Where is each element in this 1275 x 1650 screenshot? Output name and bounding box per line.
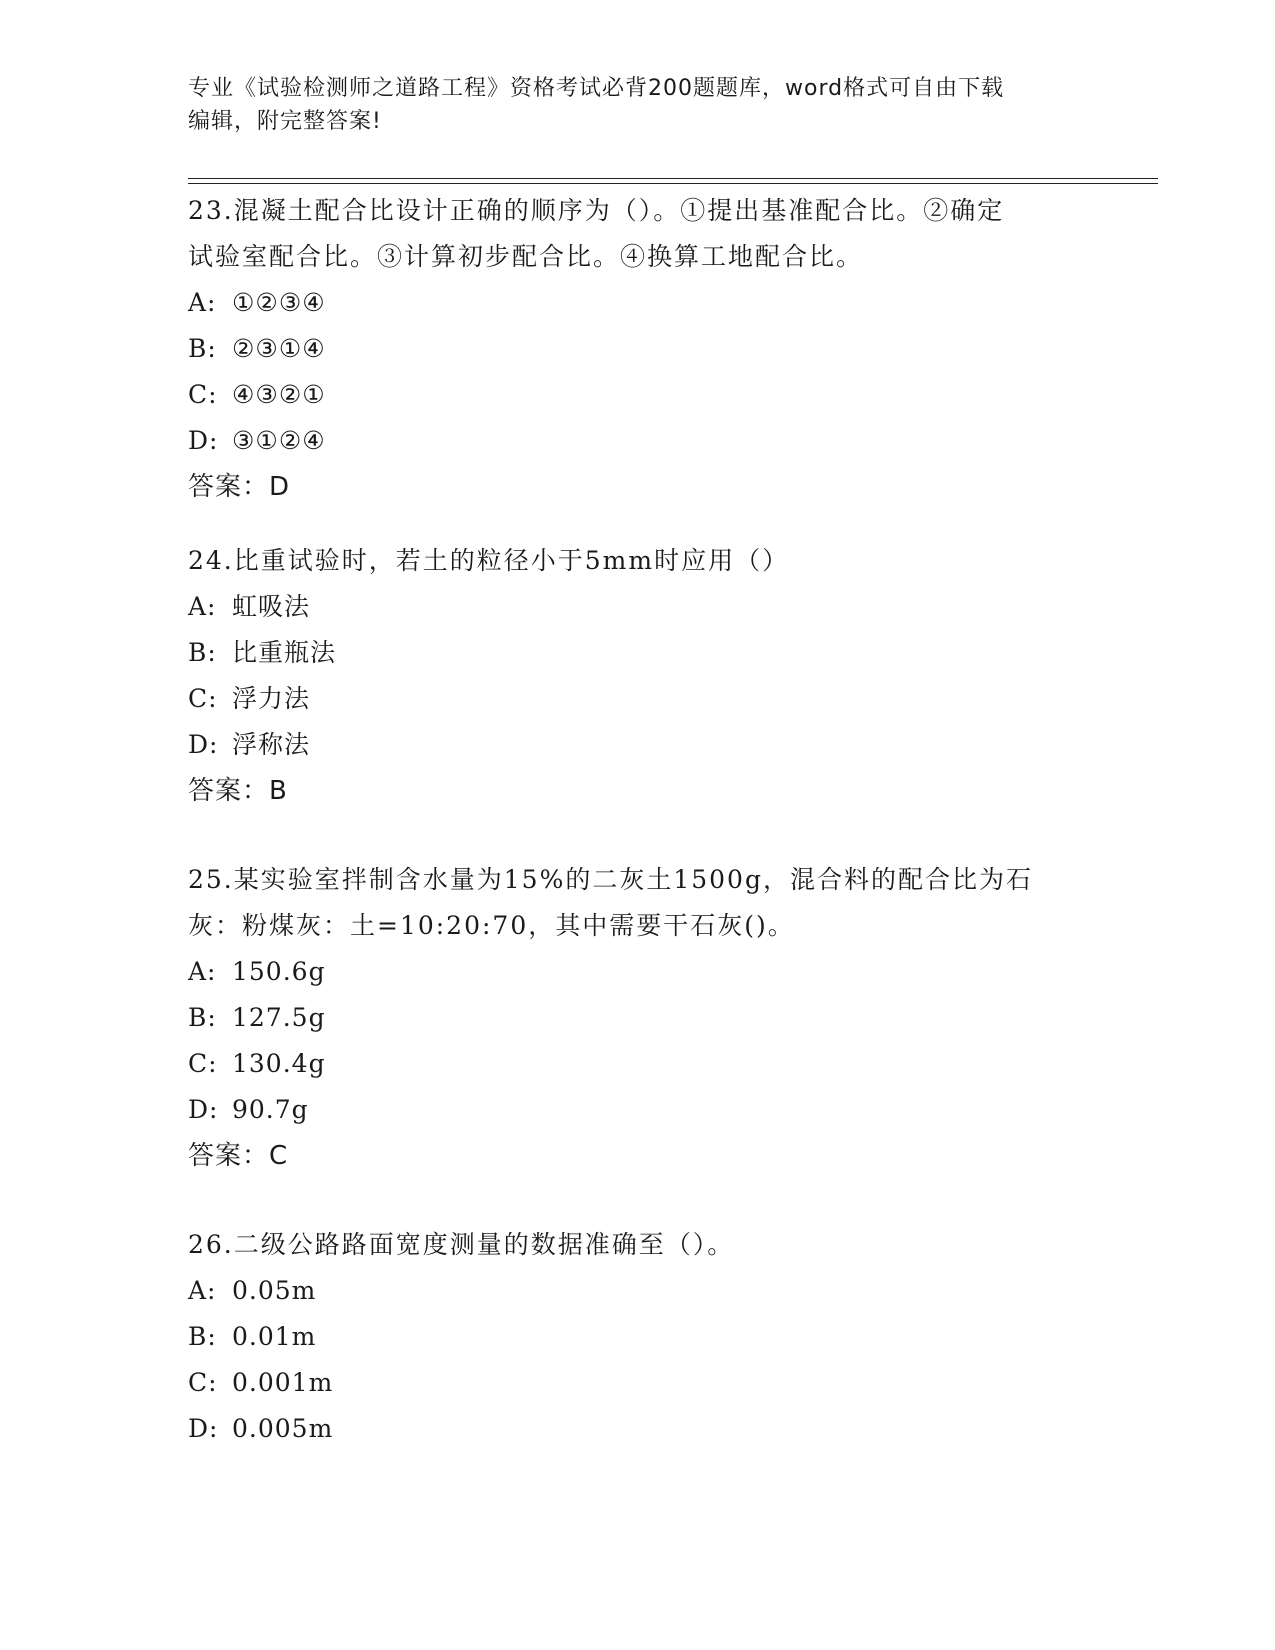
option-letter: A: [188, 1276, 217, 1305]
question-stem-line-1: 24.比重试验时，若土的粒径小于5mm时应用（） [188, 546, 790, 575]
option-d [188, 1087, 1088, 1133]
option-a [188, 280, 1088, 326]
option-letter: B: [188, 1322, 217, 1351]
option-letter: D: [188, 1095, 219, 1124]
option-text: 虹吸法 [232, 592, 311, 621]
header-divider-bottom [188, 183, 1158, 184]
option-d [188, 1406, 1088, 1452]
question-stem-line-2: 试验室配合比。③计算初步配合比。④换算工地配合比。 [188, 242, 864, 271]
option-text: 0.001m [232, 1368, 334, 1397]
option-d [188, 722, 1088, 768]
question-stem-line-1: 23.混凝土配合比设计正确的顺序为（）。①提出基准配合比。②确定 [188, 196, 1005, 225]
header-divider-top [188, 178, 1158, 179]
question-stem-line-1: 25.某实验室拌制含水量为15%的二灰土1500g，混合料的配合比为石 [188, 865, 1033, 894]
option-letter: B: [188, 1003, 217, 1032]
option-text: 0.01m [232, 1322, 317, 1351]
option-d [188, 418, 1088, 464]
header-line-2: 编辑，附完整答案! [188, 109, 382, 134]
header-line-1: 专业《试验检测师之道路工程》资格考试必背200题题库，word格式可自由下载 [188, 76, 1005, 101]
option-text: ①②③④ [232, 288, 326, 317]
question-26 [188, 1222, 1088, 1452]
answer-line: 答案：D [188, 472, 291, 502]
option-text: ④③②① [232, 380, 326, 409]
answer-line: 答案：C [188, 1141, 289, 1171]
answer-line: 答案：B [188, 776, 288, 806]
option-letter: C: [188, 684, 218, 713]
option-letter: B: [188, 638, 217, 667]
option-letter: D: [188, 730, 219, 759]
option-text: 浮称法 [232, 730, 311, 759]
option-a [188, 584, 1088, 630]
option-b [188, 630, 1088, 676]
option-c [188, 1360, 1088, 1406]
option-text: ③①②④ [232, 426, 326, 455]
option-c [188, 676, 1088, 722]
option-b [188, 326, 1088, 372]
question-stem-line-2: 灰：粉煤灰：土=10:20:70，其中需要干石灰()。 [188, 911, 795, 940]
option-b [188, 1314, 1088, 1360]
option-text: 130.4g [232, 1049, 326, 1078]
question-stem-line-1: 26.二级公路路面宽度测量的数据准确至（）。 [188, 1230, 735, 1259]
option-letter: C: [188, 380, 218, 409]
option-letter: C: [188, 1368, 218, 1397]
option-letter: A: [188, 592, 217, 621]
document-header [188, 72, 1088, 138]
option-text: 150.6g [232, 957, 326, 986]
option-b [188, 995, 1088, 1041]
option-letter: D: [188, 1414, 219, 1443]
option-letter: C: [188, 1049, 218, 1078]
option-letter: B: [188, 334, 217, 363]
option-letter: D: [188, 426, 219, 455]
question-25 [188, 857, 1088, 1179]
option-text: 127.5g [232, 1003, 326, 1032]
option-a [188, 1268, 1088, 1314]
option-letter: A: [188, 288, 217, 317]
option-letter: A: [188, 957, 217, 986]
option-a [188, 949, 1088, 995]
option-text: 0.05m [232, 1276, 317, 1305]
option-text: 比重瓶法 [232, 638, 337, 667]
option-text: ②③①④ [232, 334, 326, 363]
option-text: 90.7g [232, 1095, 309, 1124]
option-text: 浮力法 [232, 684, 311, 713]
question-23 [188, 188, 1088, 510]
option-text: 0.005m [232, 1414, 334, 1443]
question-24 [188, 538, 1088, 814]
option-c [188, 1041, 1088, 1087]
option-c [188, 372, 1088, 418]
